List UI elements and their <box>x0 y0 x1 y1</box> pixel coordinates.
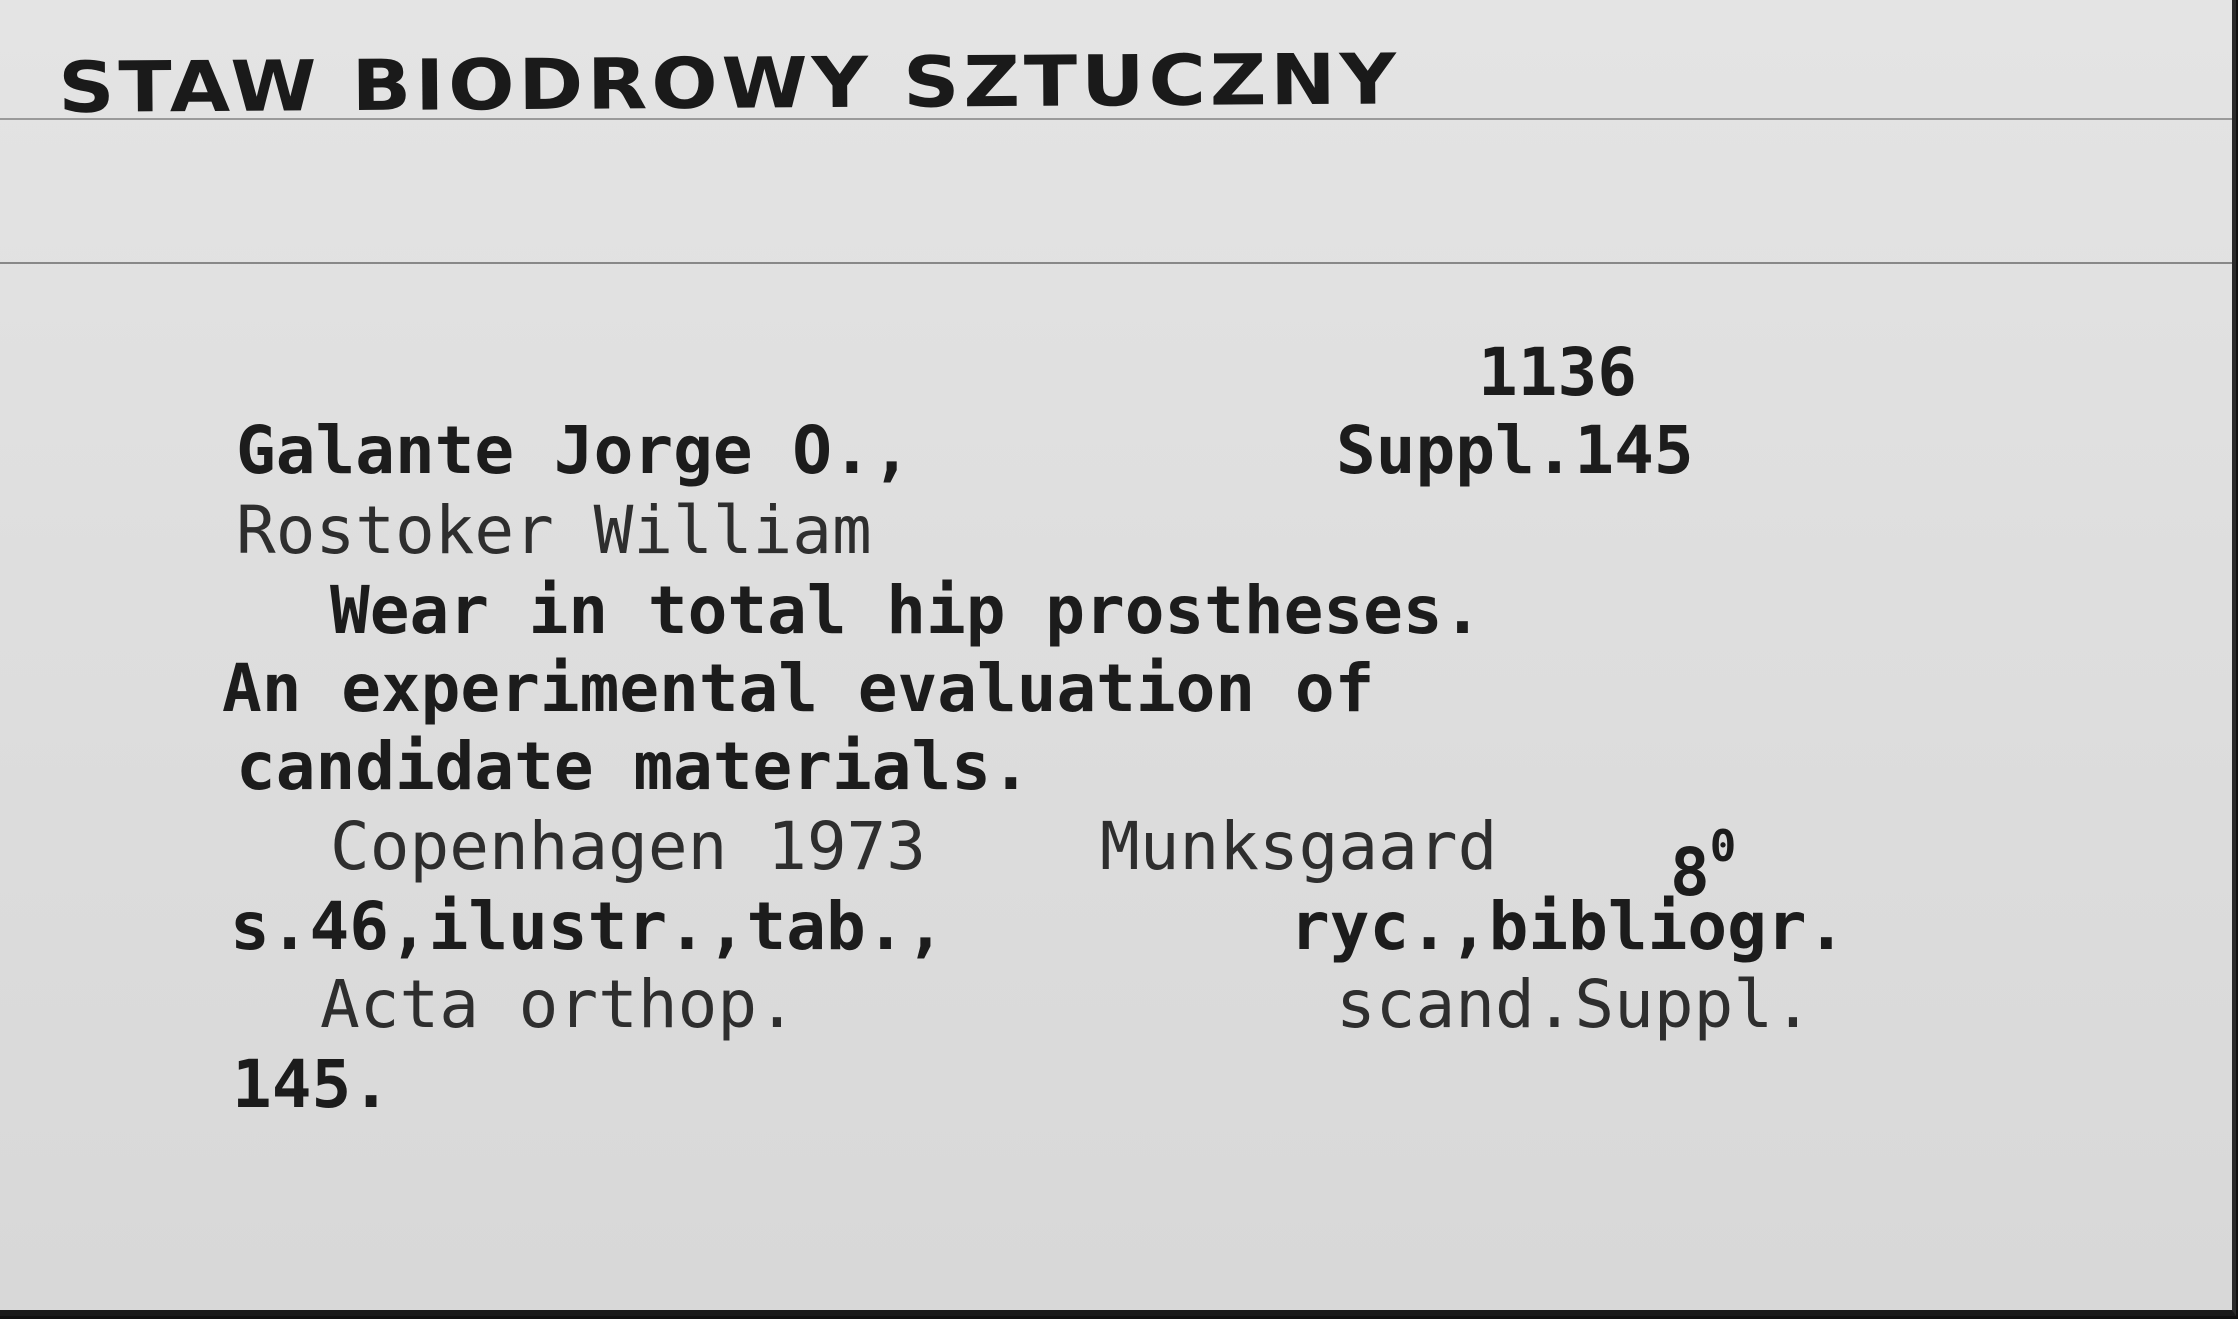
physical-description-left: s.46,ilustr.,tab., <box>230 888 946 965</box>
title-line-2: An experimental evaluation of <box>222 650 1375 727</box>
authors-line-2: Rostoker William <box>236 492 872 569</box>
format-superscript: 0 <box>1709 821 1737 872</box>
imprint-publisher: Munksgaard <box>1100 808 1498 885</box>
physical-description-right: ryc.,bibliogr. <box>1290 888 1847 965</box>
format-number: 8 <box>1670 834 1710 911</box>
series-left: Acta orthop. <box>320 966 797 1043</box>
top-rule <box>0 262 2232 264</box>
authors-line-1: Galante Jorge O., <box>236 412 912 489</box>
series-right: scand.Suppl. <box>1336 966 1813 1043</box>
supplement-number: Suppl.145 <box>1336 412 1694 489</box>
call-number: 1136 <box>1478 334 1637 411</box>
title-line-1: Wear in total hip prostheses. <box>330 572 1483 649</box>
title-line-3: candidate materials. <box>236 728 1031 805</box>
imprint-place-year: Copenhagen 1973 <box>330 808 927 885</box>
subject-heading: STAW BIODROWY SZTUCZNY <box>58 39 1401 129</box>
series-line-2: 145. <box>232 1046 391 1123</box>
